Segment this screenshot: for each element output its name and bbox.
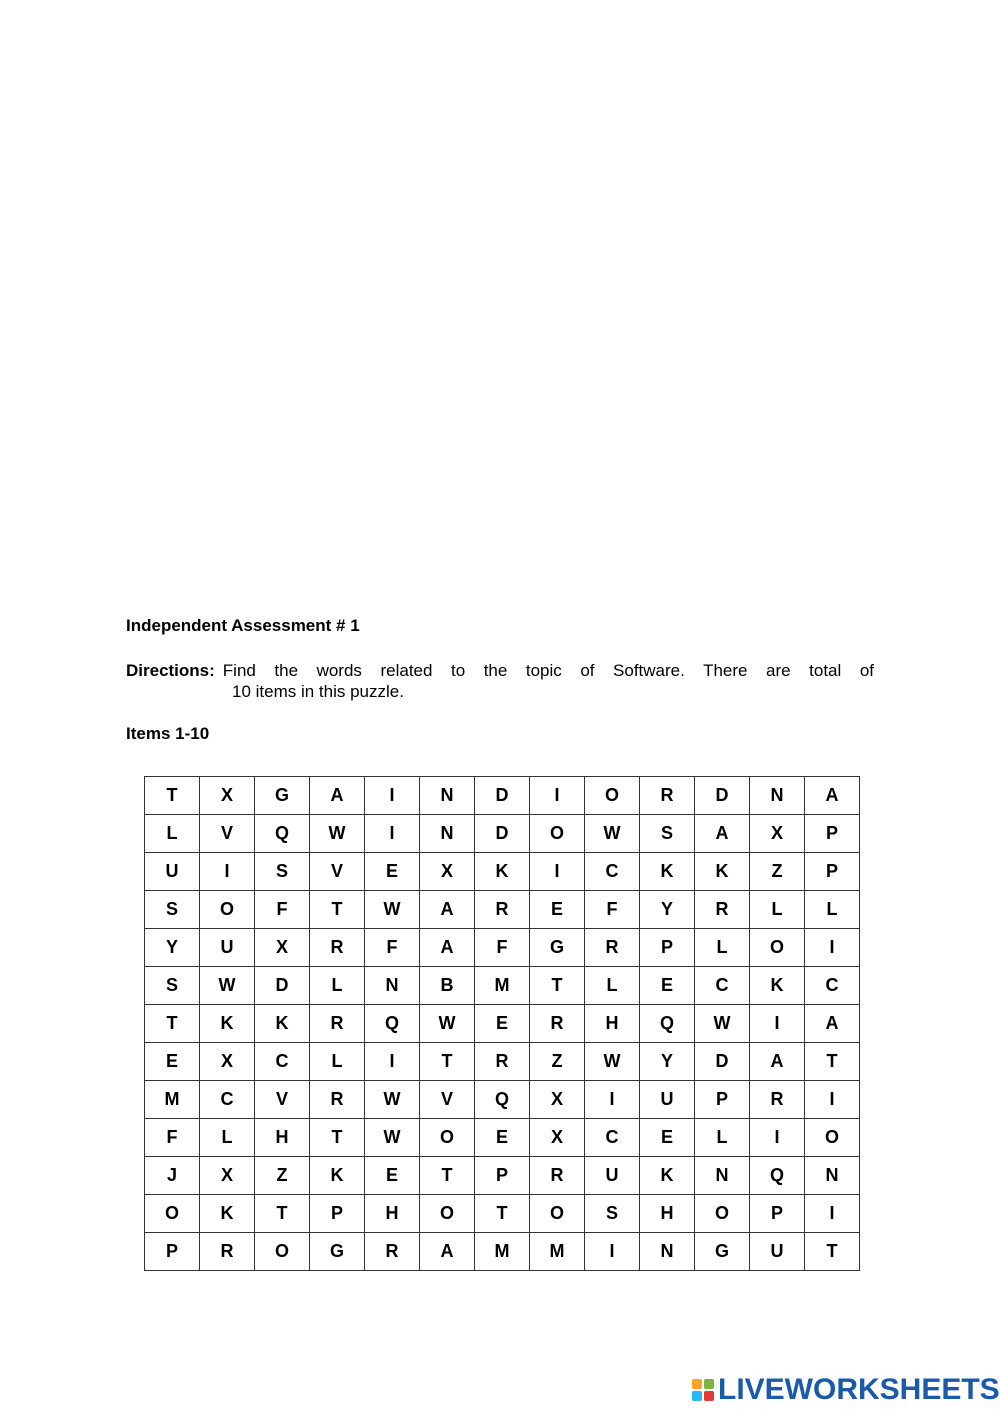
grid-cell[interactable]: A — [805, 777, 860, 815]
grid-cell[interactable]: I — [365, 1043, 420, 1081]
grid-cell[interactable]: F — [475, 929, 530, 967]
grid-cell[interactable]: O — [585, 777, 640, 815]
grid-cell[interactable]: T — [310, 891, 365, 929]
grid-cell[interactable]: E — [475, 1005, 530, 1043]
grid-cell[interactable]: D — [255, 967, 310, 1005]
grid-cell[interactable]: C — [200, 1081, 255, 1119]
grid-cell[interactable]: R — [310, 1081, 365, 1119]
grid-row — [145, 815, 860, 853]
grid-cell[interactable]: I — [365, 815, 420, 853]
grid-cell[interactable]: Z — [255, 1157, 310, 1195]
grid-cell[interactable]: N — [420, 815, 475, 853]
grid-cell[interactable]: R — [200, 1233, 255, 1271]
grid-cell[interactable]: N — [365, 967, 420, 1005]
grid-cell[interactable]: O — [530, 815, 585, 853]
grid-cell[interactable]: C — [585, 1119, 640, 1157]
grid-cell[interactable]: N — [420, 777, 475, 815]
grid-cell[interactable]: F — [145, 1119, 200, 1157]
grid-cell[interactable]: P — [695, 1081, 750, 1119]
page-title: Independent Assessment # 1 — [126, 616, 360, 635]
grid-cell[interactable]: C — [585, 853, 640, 891]
grid-cell[interactable]: R — [365, 1233, 420, 1271]
grid-cell[interactable]: E — [640, 1119, 695, 1157]
grid-cell[interactable]: H — [640, 1195, 695, 1233]
grid-cell[interactable]: O — [200, 891, 255, 929]
brand-logo — [692, 1373, 1000, 1407]
grid-cell[interactable]: O — [530, 1195, 585, 1233]
grid-cell[interactable]: O — [255, 1233, 310, 1271]
grid-cell[interactable]: I — [750, 1005, 805, 1043]
grid-cell[interactable]: R — [695, 891, 750, 929]
grid-cell[interactable]: I — [200, 853, 255, 891]
grid-cell[interactable]: R — [310, 929, 365, 967]
grid-cell[interactable]: T — [310, 1119, 365, 1157]
grid-cell[interactable]: S — [255, 853, 310, 891]
grid-cell[interactable]: R — [530, 1005, 585, 1043]
grid-cell[interactable]: W — [695, 1005, 750, 1043]
grid-cell[interactable]: L — [750, 891, 805, 929]
grid-cell[interactable]: E — [365, 853, 420, 891]
grid-cell[interactable]: Y — [145, 929, 200, 967]
grid-cell[interactable]: T — [145, 777, 200, 815]
grid-cell[interactable]: R — [475, 1043, 530, 1081]
grid-cell[interactable]: T — [805, 1043, 860, 1081]
grid-cell[interactable]: L — [310, 1043, 365, 1081]
grid-row — [145, 1043, 860, 1081]
grid-cell[interactable]: B — [420, 967, 475, 1005]
grid-cell[interactable]: T — [420, 1043, 475, 1081]
grid-cell[interactable]: M — [530, 1233, 585, 1271]
grid-cell[interactable]: U — [145, 853, 200, 891]
grid-cell[interactable]: Q — [255, 815, 310, 853]
grid-cell[interactable]: V — [420, 1081, 475, 1119]
grid-cell[interactable]: I — [805, 1195, 860, 1233]
grid-cell[interactable]: K — [255, 1005, 310, 1043]
word-search-grid — [144, 776, 860, 1271]
grid-cell[interactable]: Y — [640, 1043, 695, 1081]
grid-cell[interactable]: S — [145, 891, 200, 929]
grid-cell[interactable]: F — [255, 891, 310, 929]
grid-cell[interactable]: W — [200, 967, 255, 1005]
grid-cell[interactable]: R — [310, 1005, 365, 1043]
grid-cell[interactable]: N — [750, 777, 805, 815]
grid-cell[interactable]: A — [420, 891, 475, 929]
grid-cell[interactable]: G — [255, 777, 310, 815]
directions-text-line1: Find the words related to the topic of Software. There are total of — [222, 661, 874, 680]
grid-cell[interactable]: Q — [365, 1005, 420, 1043]
grid-cell[interactable]: E — [530, 891, 585, 929]
grid-cell[interactable]: J — [145, 1157, 200, 1195]
grid-cell[interactable]: C — [695, 967, 750, 1005]
grid-cell[interactable]: A — [695, 815, 750, 853]
grid-cell[interactable]: O — [695, 1195, 750, 1233]
grid-row — [145, 853, 860, 891]
grid-cell[interactable]: C — [255, 1043, 310, 1081]
grid-cell[interactable]: K — [200, 1005, 255, 1043]
grid-cell[interactable]: O — [805, 1119, 860, 1157]
grid-cell[interactable]: K — [750, 967, 805, 1005]
grid-row — [145, 1005, 860, 1043]
grid-cell[interactable]: D — [475, 777, 530, 815]
grid-cell[interactable]: R — [475, 891, 530, 929]
grid-cell[interactable]: K — [310, 1157, 365, 1195]
grid-cell[interactable]: X — [420, 853, 475, 891]
grid-cell[interactable]: F — [365, 929, 420, 967]
grid-cell[interactable]: X — [750, 815, 805, 853]
grid-row — [145, 891, 860, 929]
grid-cell[interactable]: L — [695, 929, 750, 967]
grid-cell[interactable]: D — [695, 1043, 750, 1081]
grid-cell[interactable]: M — [475, 1233, 530, 1271]
grid-cell[interactable]: S — [145, 967, 200, 1005]
grid-cell[interactable]: Z — [750, 853, 805, 891]
grid-cell[interactable]: I — [805, 929, 860, 967]
grid-cell[interactable]: I — [585, 1081, 640, 1119]
grid-cell[interactable]: I — [750, 1119, 805, 1157]
grid-cell[interactable]: X — [530, 1081, 585, 1119]
grid-cell[interactable]: O — [145, 1195, 200, 1233]
grid-row — [145, 1157, 860, 1195]
grid-cell[interactable]: H — [365, 1195, 420, 1233]
grid-cell[interactable]: G — [530, 929, 585, 967]
grid-cell[interactable]: G — [310, 1233, 365, 1271]
grid-cell[interactable]: N — [640, 1233, 695, 1271]
grid-cell[interactable]: P — [805, 853, 860, 891]
grid-row — [145, 1195, 860, 1233]
grid-cell[interactable]: E — [475, 1119, 530, 1157]
grid-cell[interactable]: T — [805, 1233, 860, 1271]
grid-cell[interactable]: L — [145, 815, 200, 853]
grid-cell[interactable]: W — [420, 1005, 475, 1043]
grid-cell[interactable]: U — [585, 1157, 640, 1195]
grid-cell[interactable]: X — [200, 1157, 255, 1195]
grid-row — [145, 929, 860, 967]
directions-label: Directions: — [126, 661, 215, 680]
grid-row — [145, 1233, 860, 1271]
grid-cell[interactable]: L — [695, 1119, 750, 1157]
grid-cell[interactable]: K — [200, 1195, 255, 1233]
grid-cell[interactable]: R — [585, 929, 640, 967]
grid-cell[interactable]: P — [640, 929, 695, 967]
grid-cell[interactable]: O — [420, 1119, 475, 1157]
grid-cell[interactable]: X — [255, 929, 310, 967]
grid-cell[interactable]: T — [530, 967, 585, 1005]
grid-cell[interactable]: K — [640, 1157, 695, 1195]
grid-cell[interactable]: F — [585, 891, 640, 929]
grid-cell[interactable]: M — [145, 1081, 200, 1119]
grid-cell[interactable]: P — [475, 1157, 530, 1195]
grid-cell[interactable]: Y — [640, 891, 695, 929]
liveworksheets-logo-icon — [692, 1379, 714, 1401]
grid-cell[interactable]: S — [640, 815, 695, 853]
grid-cell[interactable]: E — [365, 1157, 420, 1195]
grid-cell[interactable]: P — [310, 1195, 365, 1233]
grid-cell[interactable]: A — [805, 1005, 860, 1043]
grid-cell[interactable]: U — [200, 929, 255, 967]
grid-row — [145, 1081, 860, 1119]
grid-cell[interactable]: S — [585, 1195, 640, 1233]
grid-cell[interactable]: V — [200, 815, 255, 853]
grid-cell[interactable]: D — [695, 777, 750, 815]
grid-cell[interactable]: I — [365, 777, 420, 815]
grid-cell[interactable]: P — [750, 1195, 805, 1233]
grid-cell[interactable]: G — [695, 1233, 750, 1271]
grid-cell[interactable]: N — [805, 1157, 860, 1195]
grid-cell[interactable]: X — [530, 1119, 585, 1157]
grid-row — [145, 1119, 860, 1157]
grid-cell[interactable]: W — [365, 1081, 420, 1119]
grid-cell[interactable]: A — [750, 1043, 805, 1081]
grid-row — [145, 777, 860, 815]
grid-cell[interactable]: T — [255, 1195, 310, 1233]
grid-cell[interactable]: W — [585, 815, 640, 853]
grid-cell[interactable]: R — [530, 1157, 585, 1195]
grid-cell[interactable]: A — [420, 1233, 475, 1271]
grid-cell[interactable]: W — [365, 1119, 420, 1157]
grid-cell[interactable]: K — [695, 853, 750, 891]
items-label: Items 1-10 — [126, 724, 210, 743]
grid-cell[interactable]: A — [420, 929, 475, 967]
grid-cell[interactable]: L — [805, 891, 860, 929]
grid-cell[interactable]: I — [530, 853, 585, 891]
grid-cell[interactable]: P — [145, 1233, 200, 1271]
grid-cell[interactable]: X — [200, 777, 255, 815]
grid-cell[interactable]: E — [640, 967, 695, 1005]
grid-cell[interactable]: V — [255, 1081, 310, 1119]
grid-cell[interactable]: W — [310, 815, 365, 853]
grid-cell[interactable]: Z — [530, 1043, 585, 1081]
grid-cell[interactable]: K — [640, 853, 695, 891]
grid-cell[interactable]: O — [750, 929, 805, 967]
grid-cell[interactable]: A — [310, 777, 365, 815]
grid-cell[interactable]: Q — [475, 1081, 530, 1119]
directions-text-line2: 10 items in this puzzle. — [232, 682, 404, 701]
grid-cell[interactable]: R — [750, 1081, 805, 1119]
grid-cell[interactable]: K — [475, 853, 530, 891]
grid-cell[interactable]: H — [585, 1005, 640, 1043]
grid-cell[interactable]: R — [640, 777, 695, 815]
grid-cell[interactable]: W — [365, 891, 420, 929]
grid-row — [145, 967, 860, 1005]
grid-cell[interactable]: P — [805, 815, 860, 853]
grid-cell[interactable]: E — [145, 1043, 200, 1081]
grid-cell[interactable]: O — [420, 1195, 475, 1233]
grid-cell[interactable]: U — [640, 1081, 695, 1119]
brand-name: LIVEWORKSHEETS — [718, 1373, 1000, 1406]
grid-cell[interactable]: C — [805, 967, 860, 1005]
grid-cell[interactable]: T — [475, 1195, 530, 1233]
directions — [126, 660, 874, 702]
grid-cell[interactable]: T — [420, 1157, 475, 1195]
grid-cell[interactable]: H — [255, 1119, 310, 1157]
grid-cell[interactable]: Q — [750, 1157, 805, 1195]
grid-cell[interactable]: N — [695, 1157, 750, 1195]
grid-cell[interactable]: U — [750, 1233, 805, 1271]
grid-cell[interactable]: I — [585, 1233, 640, 1271]
grid-cell[interactable]: L — [310, 967, 365, 1005]
grid-cell[interactable]: I — [530, 777, 585, 815]
grid-cell[interactable]: W — [585, 1043, 640, 1081]
grid-cell[interactable]: L — [200, 1119, 255, 1157]
grid-cell[interactable]: V — [310, 853, 365, 891]
grid-cell[interactable]: D — [475, 815, 530, 853]
grid-cell[interactable]: T — [145, 1005, 200, 1043]
grid-cell[interactable]: M — [475, 967, 530, 1005]
grid-cell[interactable]: L — [585, 967, 640, 1005]
grid-cell[interactable]: X — [200, 1043, 255, 1081]
grid-cell[interactable]: Q — [640, 1005, 695, 1043]
grid-cell[interactable]: I — [805, 1081, 860, 1119]
